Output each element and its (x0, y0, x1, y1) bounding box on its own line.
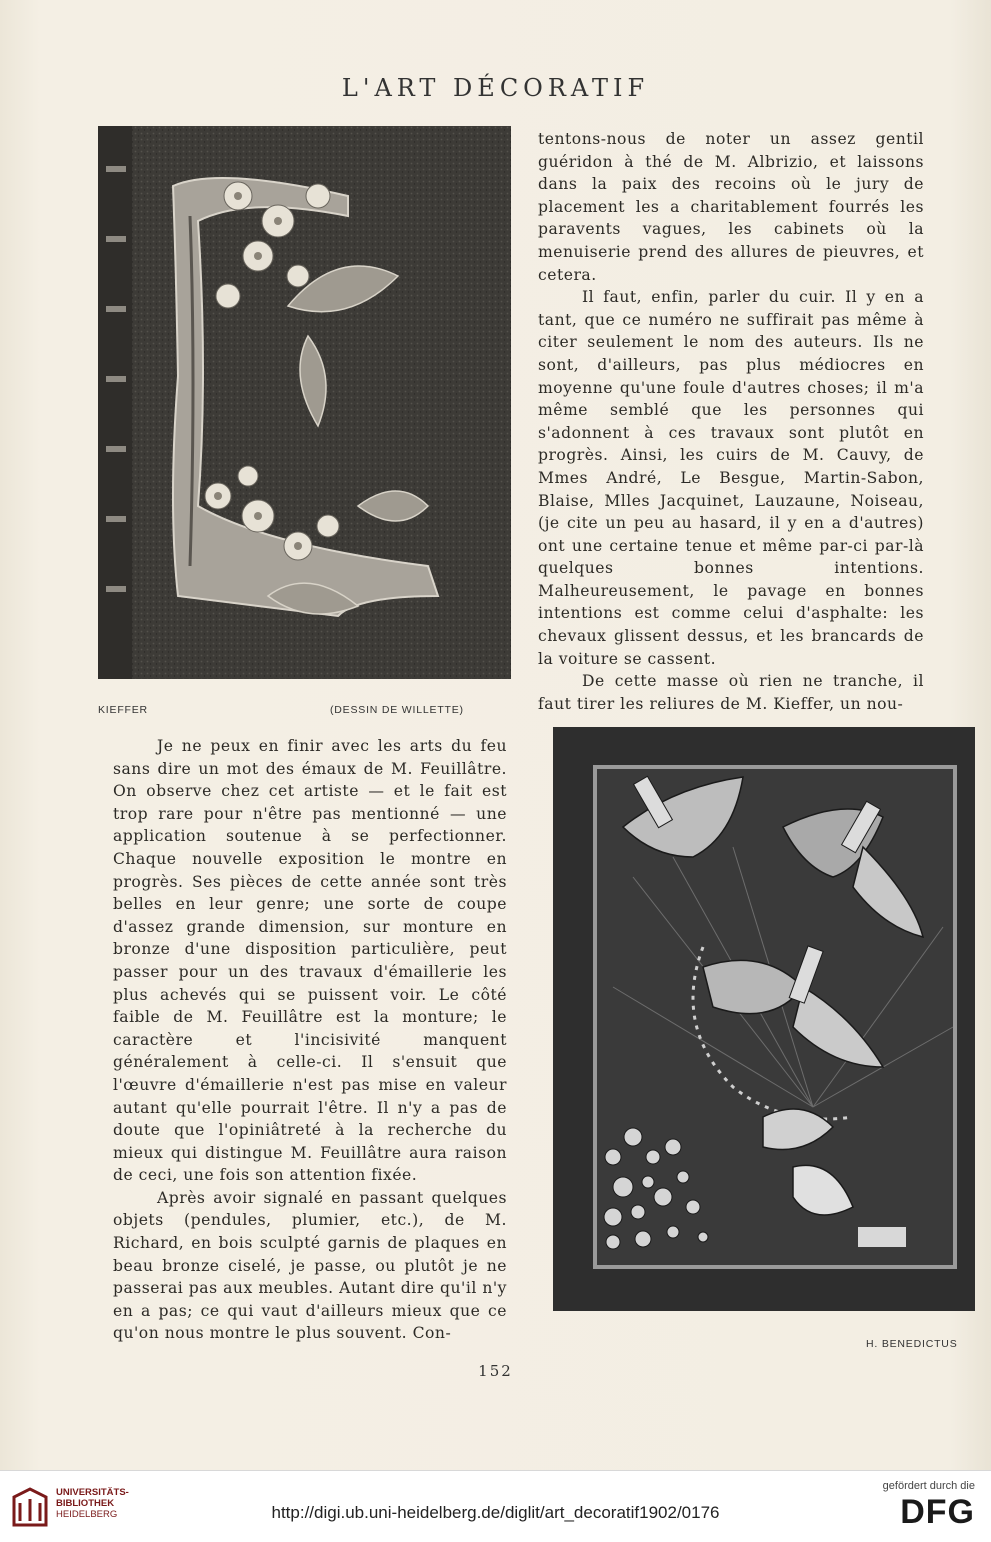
binding-artwork (98, 126, 511, 679)
paragraph: Il faut, enfin, parler du cuir. Il y en a tant, que ce numéro ne suffirait pas même à citer seulement le nom des auteurs. Ils ne sont, d'ailleurs, pas plus médiocres en moyenne qu'une foule d'autres choses; il m'a même semblé que les personnes qui s'adonnent à ces travaux sont plutôt en progrès. Ainsi, les cuirs de M. Cauvy, de Mmes André, Le Besgue, Martin-Sabon, Blaise, Mlles Jacquinet, Lauzaune, Noiseau, (je cite un peu au hasard, il y en a d'autres) ont une certaine tenue et même par-ci par-là quelques bonnes intentions. Malheureusement, le pavage en bonnes intentions est comme celui d'asphalte: les chevaux glissent dessus, et les brancards de la voiture se cassent. (538, 288, 924, 668)
dfg-logo: DFG (900, 1493, 975, 1531)
running-head: L'ART DÉCORATIF (341, 74, 650, 102)
moths-artwork (553, 727, 975, 1311)
benedictus-moths-illustration (553, 727, 975, 1311)
left-figure-caption-designer: (DESSIN DE WILLETTE) (330, 704, 464, 716)
funding-label: gefördert durch die (882, 1480, 975, 1492)
left-column-text (113, 735, 507, 1345)
page-number: 152 (478, 1362, 513, 1380)
digitization-footer (0, 1470, 991, 1542)
right-figure-caption: H. BENEDICTUS (866, 1338, 958, 1350)
left-figure-caption-artist: KIEFFER (98, 704, 148, 716)
paragraph: De cette masse où rien ne tranche, il faut tirer les reliures de M. Kieffer, un nou- (538, 672, 924, 713)
paragraph: Après avoir signalé en passant quelques objets (pendules, plumier, etc.), de M. Richard, en bois sculpté garnis de plaques en beau bronze ciselé, je passe, ou plutôt je ne passerai pas aux meubles. Autant dire qu'il n'y en a pas; ce qui vaut d'ailleurs mieux que ce qu'on nous montre le plus souvent. Con- (113, 1188, 507, 1343)
kieffer-binding-illustration (98, 126, 511, 679)
permalink-url[interactable]: http://digi.ub.uni-heidelberg.de/diglit/art_decoratif1902/0176 (271, 1503, 720, 1522)
right-column-text (538, 128, 924, 715)
paragraph: tentons-nous de noter un assez gentil guéridon à thé de M. Albrizio, et laissons dans la paix des recoins où le jury de placement les a charitablement fourrés les paravents vagues, les cabinets où la menuiserie prend des allures de pieuvres, et cetera. (538, 130, 924, 284)
library-name: UNIVERSITÄTS- BIBLIOTHEK HEIDELBERG (56, 1487, 129, 1520)
paragraph: Je ne peux en finir avec les arts du feu sans dire un mot des émaux de M. Feuillâtre. On observe chez cet artiste — et le fait est trop rare pour n'être pas mentionné — une application soutenue à se perfectionner. Chaque nouvelle exposition le montre en progrès. Ses pièces de cette année sont très belles en leur genre; une sorte de coupe d'assez grande dimension, sur monture en bronze d'une disposition particulière, peut passer pour un des travaux d'émaillerie les plus achevés qui se puissent voir. Le côté faible de M. Feuillâtre est la monture; le caractère et l'incisivité manquent généralement à celle-ci. Il s'ensuit que l'œuvre d'émaillerie n'est pas mise en valeur autant qu'elle pourrait l'être. Il n'y a pas de doute que l'opiniâtreté à la recherche du mieux qui distingue M. Feuillâtre aura raison de ceci, une fois son attention fixée. (113, 737, 507, 1185)
